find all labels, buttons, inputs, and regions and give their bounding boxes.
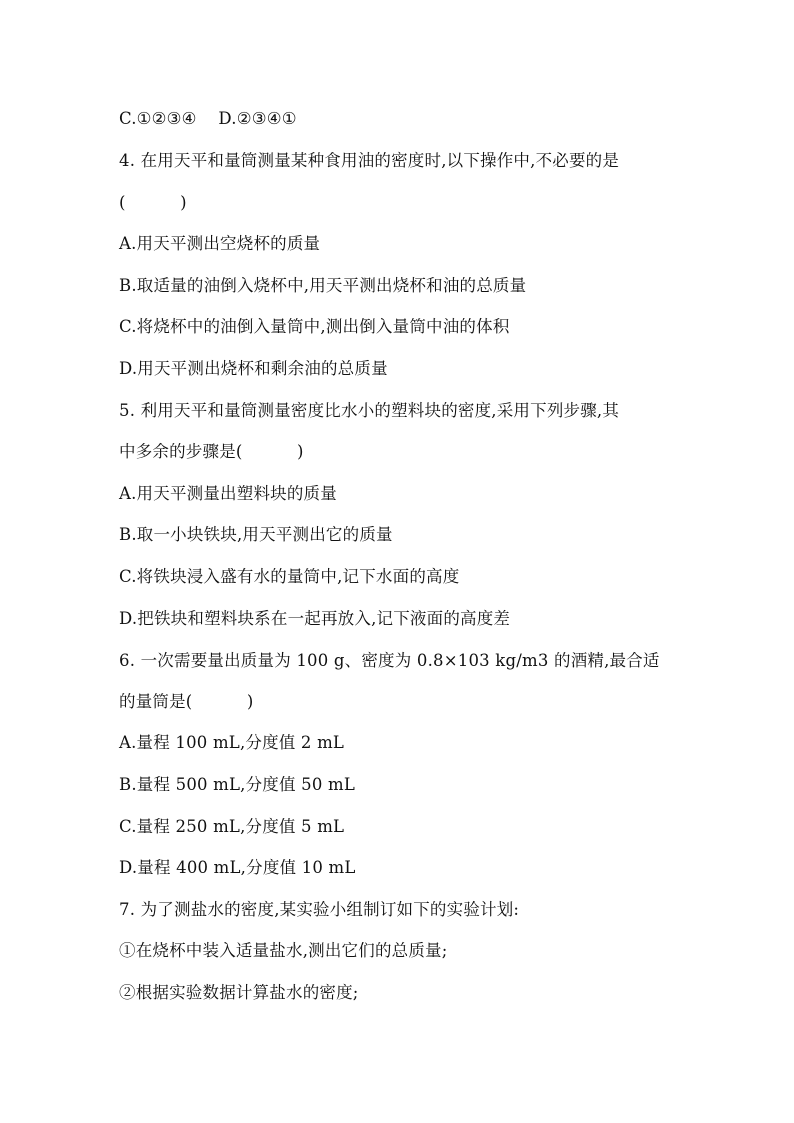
question-5-option-a: A.用天平测量出塑料块的质量 — [119, 484, 337, 503]
question-6-option-c: C.量程 250 mL,分度值 5 mL — [119, 817, 345, 836]
question-5-option-c: C.将铁块浸入盛有水的量筒中,记下水面的高度 — [119, 567, 460, 586]
question-5-option-d: D.把铁块和塑料块系在一起再放入,记下液面的高度差 — [119, 609, 511, 628]
question-5-stem: 5. 利用天平和量筒测量密度比水小的塑料块的密度,采用下列步骤,其 — [119, 401, 620, 420]
question-7-step-1: ①在烧杯中装入适量盐水,测出它们的总质量; — [119, 941, 448, 960]
question-4-option-c: C.将烧杯中的油倒入量筒中,测出倒入量筒中油的体积 — [119, 317, 510, 336]
question-4-option-b: B.取适量的油倒入烧杯中,用天平测出烧杯和油的总质量 — [119, 276, 527, 295]
question-7-step-2: ②根据实验数据计算盐水的密度; — [119, 983, 359, 1002]
question-4-option-a: A.用天平测出空烧杯的质量 — [119, 234, 321, 253]
question-6-option-d: D.量程 400 mL,分度值 10 mL — [119, 858, 356, 877]
question-6-stem-cont: 的量筒是( ) — [119, 692, 254, 711]
options-line-q3: C.①②③④ D.②③④① — [119, 109, 297, 128]
question-5-stem-cont: 中多余的步骤是( ) — [119, 442, 304, 461]
question-4-option-d: D.用天平测出烧杯和剩余油的总质量 — [119, 359, 388, 378]
question-4-answer-blank: ( ) — [119, 193, 187, 212]
question-4-stem: 4. 在用天平和量筒测量某种食用油的密度时,以下操作中,不必要的是 — [119, 151, 620, 170]
question-5-option-b: B.取一小块铁块,用天平测出它的质量 — [119, 525, 393, 544]
question-6-option-a: A.量程 100 mL,分度值 2 mL — [119, 733, 345, 752]
question-6-option-b: B.量程 500 mL,分度值 50 mL — [119, 775, 355, 794]
question-6-stem: 6. 一次需要量出质量为 100 g、密度为 0.8×103 kg/m3 的酒精,最合适 — [119, 651, 660, 670]
question-7-stem: 7. 为了测盐水的密度,某实验小组制订如下的实验计划: — [119, 900, 520, 919]
